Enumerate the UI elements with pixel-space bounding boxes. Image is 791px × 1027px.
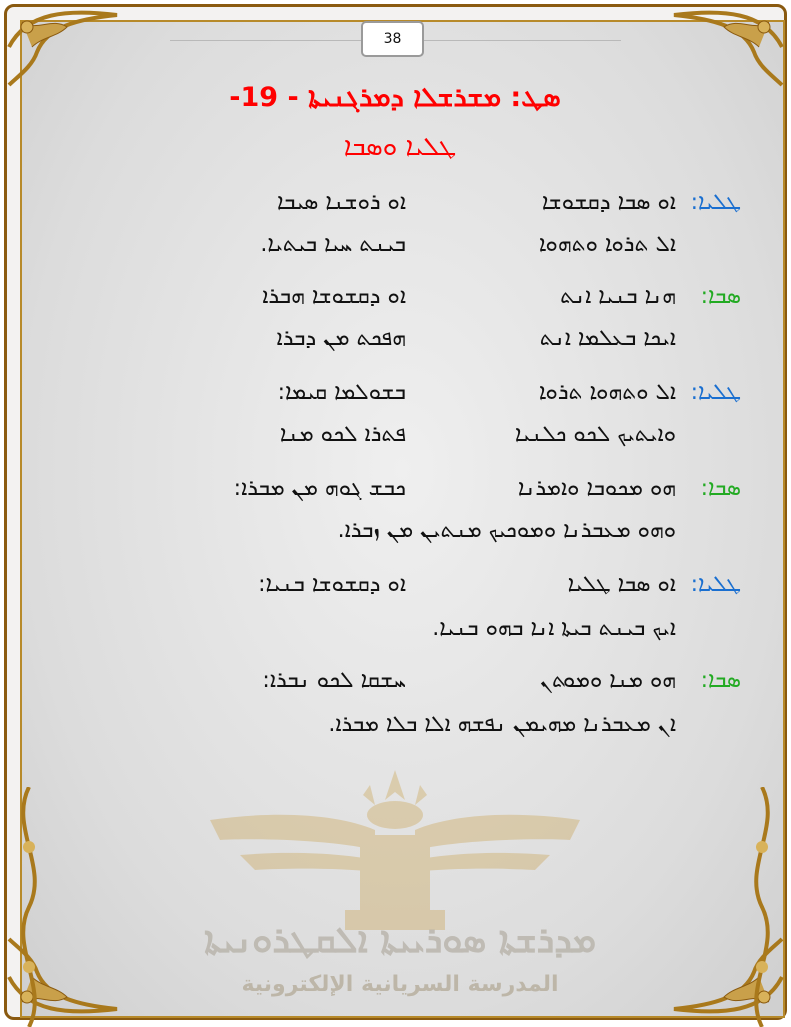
verse-hemistich: ܗܘ ܡܟܘܒܐ ܘܐܡܪܢܐ: [517, 476, 676, 501]
corner-ornament-top-left: [7, 7, 127, 87]
side-ornament-right: [742, 787, 782, 1027]
verse-hemistich: ܘܐܝܬܝܟ ܠܟܘ ܟܠܢܝܐ: [514, 422, 676, 447]
verse-hemistich: ܐܘ ܣܒܐ ܕܩܫܘܫܐ: [541, 190, 676, 215]
verse-row: [0, 668, 791, 708]
verse-row: [0, 616, 791, 656]
footer-school-name-syriac: ܡܕܪܫܬܐ ܣܘܪܝܝܬܐ ܐܠܩܛܪܘܢܝܬܐ: [203, 920, 597, 961]
speaker-label: ܛܠܝܐ:: [690, 572, 741, 597]
verse-line: ܘܗܘ ܡܥܒܪܢܐ ܘܡܘܟܝܟ ܡܢܬܝܢ ܡܢ ܙܒܪܐ.: [337, 518, 676, 543]
verse-hemistich: ܒܫܘܠܡܐ ܩܝܡܐ:: [277, 380, 406, 405]
verse-hemistich: ܐܘ ܕܩܫܘܫܐ ܒܢܝܐ:: [258, 572, 406, 597]
speaker-label: ܣܒܐ:: [700, 476, 741, 501]
verse-row: [0, 712, 791, 752]
verse-row: [0, 380, 791, 420]
verse-line: ܐܢ ܡܥܒܪܢܐ ܡܗܝܡܢ ܢܦܫܗ ܐܠܐ ܒܠܐ ܡܒܪܐ.: [328, 712, 676, 737]
verse-hemistich: ܐܠ ܘܬܗܘܐ ܬܪܘܐ: [538, 380, 676, 405]
verse-row: [0, 284, 791, 324]
verse-hemistich: ܚܫܩܐ ܠܟܘ ܢܒܪܐ:: [262, 668, 406, 693]
verse-hemistich: ܗܘ ܡܢܐ ܘܡܘܬܢ: [540, 668, 676, 693]
verse-hemistich: ܟܒܫ ܓܘܗ ܡܢ ܡܒܪܐ:: [233, 476, 406, 501]
page-number: 38: [361, 21, 424, 57]
verse-row: [0, 326, 791, 366]
page-subtitle: ܛܠܝܐ ܘܣܒܐ: [343, 132, 457, 162]
verse-hemistich: ܐܘ ܕܩܫܘܫܐ ܗܒܪܐ: [262, 284, 406, 309]
speaker-label: ܛܠܝܐ:: [690, 190, 741, 215]
verse-row: [0, 518, 791, 558]
verse-row: [0, 422, 791, 462]
page-title: ܣܛ: ܡܫܪܫܠܐ ܕܡܪܓܢܝܬܐ - 19-: [229, 82, 561, 113]
verse-line: ܐܝܟ ܒܝܢܬ ܒܝܬܐ ܐܢܐ ܒܗܘ ܒܢܝܐ.: [432, 616, 676, 641]
verse-hemistich: ܒܝܢܬ ܚܝܐ ܒܝܬܝܐ.: [260, 232, 406, 257]
footer-school-name-arabic: المدرسة السريانية الإلكترونية: [241, 972, 559, 997]
corner-ornament-top-right: [664, 7, 784, 87]
speaker-label: ܛܠܝܐ:: [690, 380, 741, 405]
verse-row: [0, 476, 791, 516]
verse-hemistich: ܗܢܐ ܒܢܝܐ ܐܢܬ: [560, 284, 676, 309]
verse-hemistich: ܐܝܟܐ ܒܥܠܡܐ ܐܢܬ: [539, 326, 676, 351]
verse-hemistich: ܐܘ ܣܒܐ ܛܠܝܐ: [567, 572, 676, 597]
verse-row: [0, 232, 791, 272]
speaker-label: ܣܒܐ:: [700, 284, 741, 309]
verse-hemistich: ܦܬܪܐ ܠܟܘ ܡܢܐ: [279, 422, 406, 447]
verse-row: [0, 190, 791, 230]
verse-row: [0, 572, 791, 612]
verse-hemistich: ܐܠ ܬܪܘܐ ܘܬܗܘܐ: [538, 232, 676, 257]
side-ornament-left: [9, 787, 49, 1027]
verse-hemistich: ܐܘ ܪܘܫܢܐ ܣܝܒܐ: [276, 190, 406, 215]
verse-hemistich: ܗܦܟܬ ܡܢ ܕܒܪܐ: [276, 326, 406, 351]
speaker-label: ܣܒܐ:: [700, 668, 741, 693]
